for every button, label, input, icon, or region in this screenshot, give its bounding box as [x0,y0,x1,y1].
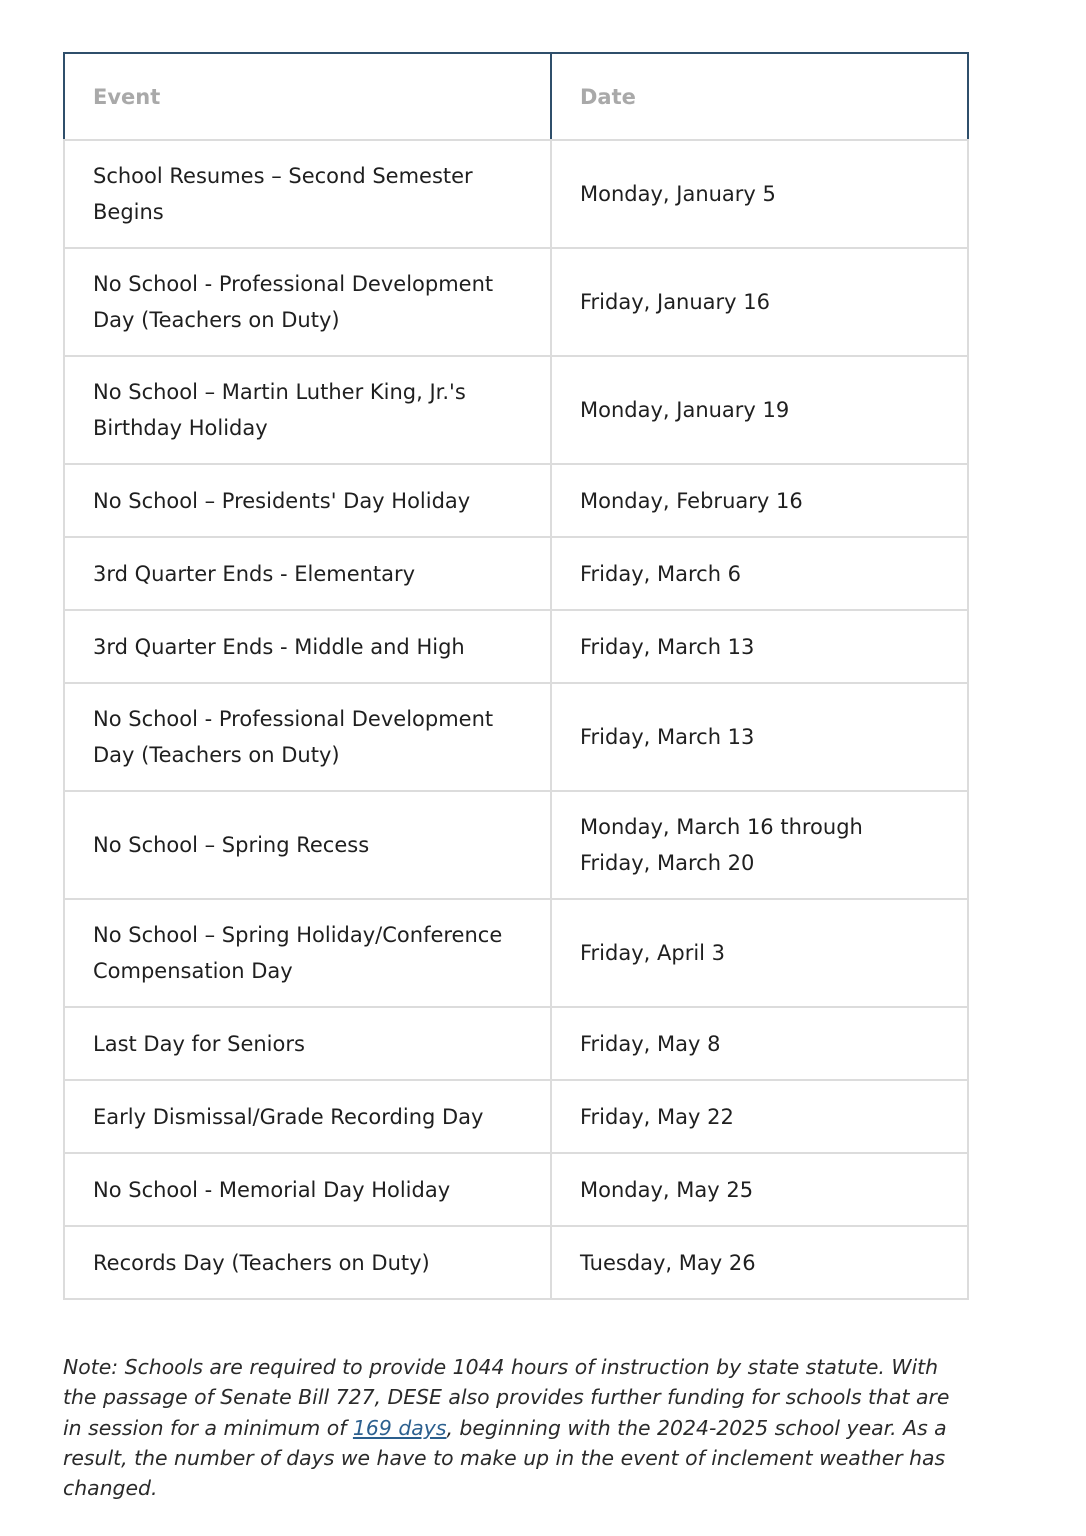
event-cell: No School - Memorial Day Holiday [64,1153,551,1226]
note-text-before-link: Note: Schools are required to provide 1044 hours of instruction by state statute. With the passage of Senate Bill 727, DESE also provides further funding for schools that are in session for a minimum of [63,1355,950,1440]
table-row [64,1153,968,1226]
note-text-after-link: , beginning with the 2024-2025 school year. As a result, the number of days we have to make up in the event of inclement weather has changed. [63,1415,947,1501]
event-cell: No School - Professional Development Day (Teachers on Duty) [64,683,551,791]
table-row [64,791,968,899]
table-row [64,610,968,683]
date-cell: Friday, January 16 [551,248,968,356]
date-cell: Friday, May 8 [551,1007,968,1080]
event-cell: No School - Professional Development Day (Teachers on Duty) [64,248,551,356]
169-days-link[interactable]: 169 days [352,1415,447,1440]
date-cell: Monday, January 19 [551,356,968,464]
table-row [64,537,968,610]
date-cell: Friday, May 22 [551,1080,968,1153]
date-cell: Friday, April 3 [551,899,968,1007]
table-row [64,899,968,1007]
date-cell: Monday, March 16 through Friday, March 20 [551,791,968,899]
table-row [64,140,968,248]
column-header-event: Event [64,53,551,140]
table-row [64,1007,968,1080]
date-cell: Friday, March 13 [551,683,968,791]
table-row [64,464,968,537]
date-cell: Tuesday, May 26 [551,1226,968,1299]
table-header-row [64,53,968,140]
table-row [64,683,968,791]
column-header-date: Date [551,53,968,140]
date-cell: Friday, March 6 [551,537,968,610]
date-cell: Friday, March 13 [551,610,968,683]
event-cell: 3rd Quarter Ends - Middle and High [64,610,551,683]
table-row [64,1080,968,1153]
instruction-note [63,1352,963,1503]
event-cell: No School – Spring Recess [64,791,551,899]
event-cell: Last Day for Seniors [64,1007,551,1080]
event-cell: No School – Presidents' Day Holiday [64,464,551,537]
table-row [64,1226,968,1299]
date-cell: Monday, May 25 [551,1153,968,1226]
table-row [64,356,968,464]
event-cell: School Resumes – Second Semester Begins [64,140,551,248]
date-cell: Monday, January 5 [551,140,968,248]
calendar-table [63,52,969,1300]
event-cell: No School – Martin Luther King, Jr.'s Birthday Holiday [64,356,551,464]
date-cell: Monday, February 16 [551,464,968,537]
event-cell: Records Day (Teachers on Duty) [64,1226,551,1299]
event-cell: 3rd Quarter Ends - Elementary [64,537,551,610]
event-cell: No School – Spring Holiday/Conference Compensation Day [64,899,551,1007]
table-row [64,248,968,356]
event-cell: Early Dismissal/Grade Recording Day [64,1080,551,1153]
